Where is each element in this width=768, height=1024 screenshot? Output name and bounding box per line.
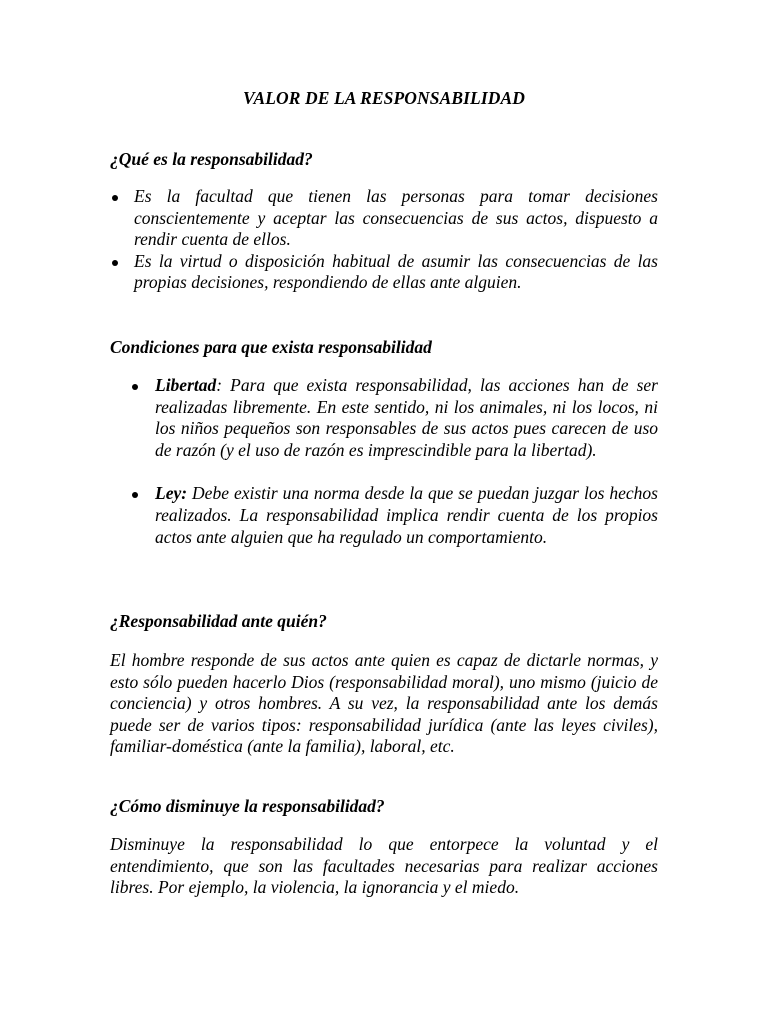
document-title: VALOR DE LA RESPONSABILIDAD [243,88,525,108]
paragraph-before-whom: El hombre responde de sus actos ante quien es capaz de dictarle normas, y esto sólo pueden hacerlo Dios (responsabilidad moral), uno mismo (juicio de conciencia) y otros hombres. A su vez, la responsabilidad ante los demás puede ser de varios tipos: responsabilidad jurídica (ante las leyes civiles), familiar-doméstica (ante la familia), laboral, etc. [110,650,658,757]
list-item [110,251,658,294]
definition-bullet-list [110,186,658,294]
list-item [130,375,658,461]
condition-term: Ley: [155,483,188,504]
section-heading-conditions: Condiciones para que exista responsabilidad [110,337,432,357]
condition-text: : Para que exista responsabilidad, las acciones han de ser realizadas libremente. En este sentido, ni los animales, ni los locos, ni los niños pequeños son responsables de sus actos pues carecen de uso de razón (y el uso de razón es imprescindible para la libertad). [155,375,658,460]
bullet-icon [132,384,138,390]
paragraph-how-decreases: Disminuye la responsabilidad lo que entorpece la voluntad y el entendimiento, que son las facultades necesarias para realizar acciones libres. Por ejemplo, la violencia, la ignorancia y el miedo. [110,834,658,898]
condition-term: Libertad [155,375,217,395]
conditions-bullet-list [130,375,658,548]
list-item [110,186,658,251]
list-item [130,483,658,548]
bullet-text: Es la virtud o disposición habitual de asumir las consecuencias de las propias decisiones, respondiendo de ellas ante alguien. [134,250,658,293]
section-heading-before-whom: ¿Responsabilidad ante quién? [110,611,327,631]
condition-text: Debe existir una norma desde la que se puedan juzgar los hechos realizados. La responsabilidad implica rendir cuenta de los propios actos ante alguien que ha regulado un comportamiento. [155,483,658,547]
section-heading-how-decreases: ¿Cómo disminuye la responsabilidad? [110,796,385,816]
bullet-icon [112,195,118,201]
bullet-icon [132,492,138,498]
bullet-icon [112,260,118,266]
section-heading-what-is: ¿Qué es la responsabilidad? [110,149,313,169]
bullet-text: Es la facultad que tienen las personas para tomar decisiones conscientemente y aceptar las consecuencias de sus actos, dispuesto a rendir cuenta de ellos. [134,186,658,250]
